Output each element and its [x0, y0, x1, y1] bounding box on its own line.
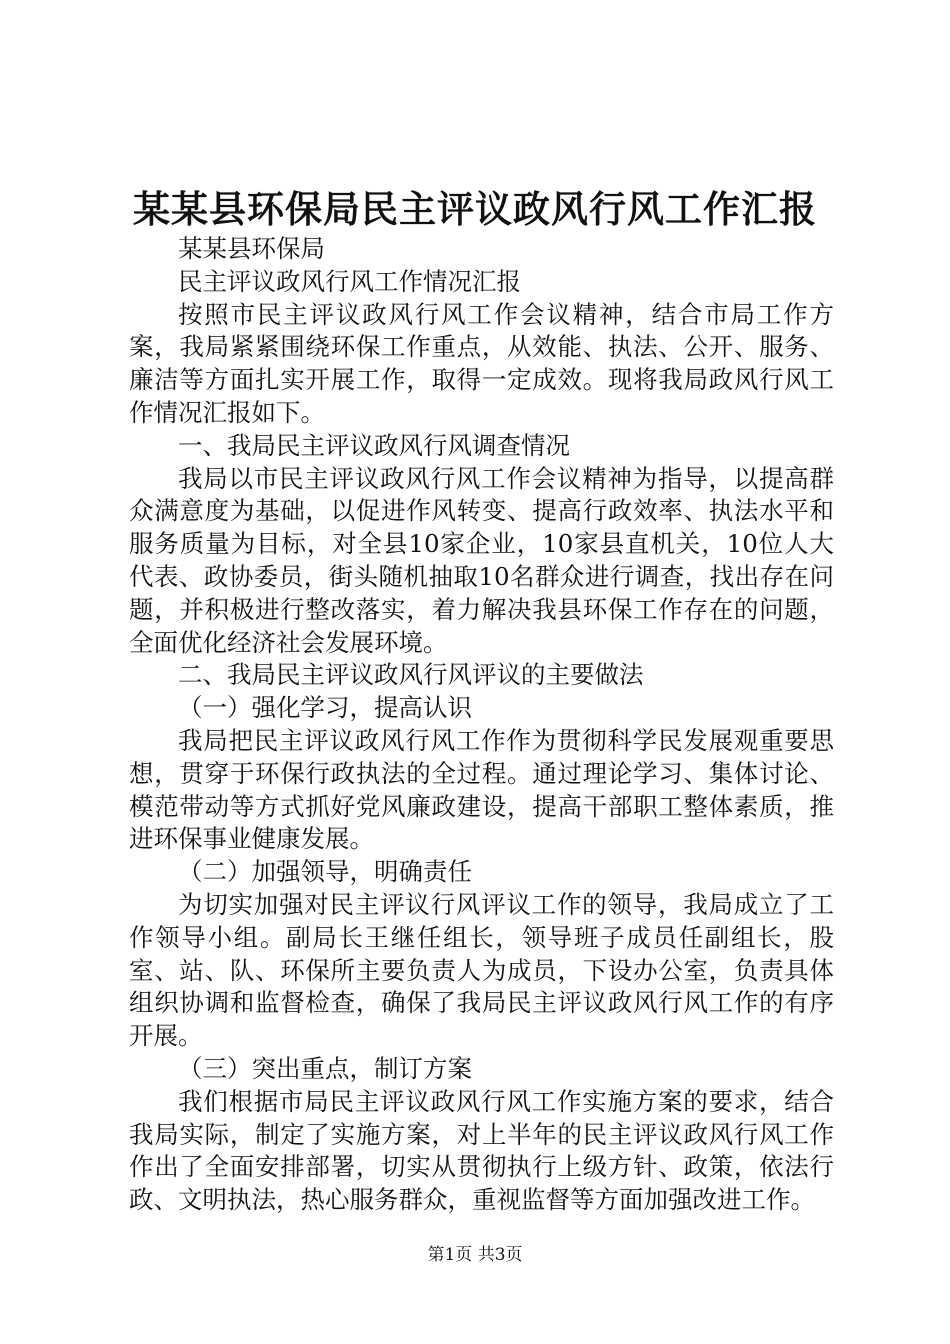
paragraph-subtitle: 民主评议政风行风工作情况汇报	[178, 266, 521, 296]
page-number: 第1页 共3页	[427, 1245, 523, 1265]
paragraph-plan: 我们根据市局民主评议政风行风工作实施方案的要求，结合我局实际，制定了实施方案，对上半年的民主评议政风行风工作作出了全面安排部署，切实从贯彻执行上级方针、政策，依法行政、文明执法，热心服务群众，重视监督等方面加强改进工作。	[129, 1086, 834, 1215]
document-title: 某某县环保局民主评议政风行风工作汇报	[133, 187, 817, 231]
subheading-1: （一）强化学习，提高认识	[178, 693, 472, 723]
paragraph-leadership: 为切实加强对民主评议行风评议工作的领导，我局成立了工作领导小组。副局长王继任组长，领导班子成员任副组长，股室、站、队、环保所主要负责人为成员，下设办公室，负责具体组织协调和监督检查，确保了我局民主评议政风行风工作的有序开展。	[129, 889, 834, 1051]
document-body	[129, 233, 834, 1217]
subheading-3: （三）突出重点，制订方案	[178, 1053, 472, 1083]
paragraph-intro: 按照市民主评议政风行风工作会议精神，结合市局工作方案，我局紧紧围绕环保工作重点，从效能、执法、公开、服务、廉洁等方面扎实开展工作，取得一定成效。现将我局政风行风工作情况汇报如下。	[129, 299, 834, 427]
subheading-2: （二）加强领导，明确责任	[178, 857, 472, 887]
paragraph-study: 我局把民主评议政风行风工作作为贯彻科学民发展观重要思想，贯穿于环保行政执法的全过程。通过理论学习、集体讨论、模范带动等方式抓好党风廉政建设，提高干部职工整体素质，推进环保事业健康发展。	[129, 725, 834, 854]
section-heading-2: 二、我局民主评议政风行风评议的主要做法	[178, 660, 644, 690]
paragraph-survey: 我局以市民主评议政风行风工作会议精神为指导，以提高群众满意度为基础，以促进作风转变、提高行政效率、执法水平和服务质量为目标，对全县10家企业，10家县直机关，10位人大代表、政协委员，街头随机抽取10名群众进行调查，找出存在问题，并积极进行整改落实，着力解决我县环保工作存在的问题，全面优化经济社会发展环境。	[129, 463, 834, 657]
paragraph-org: 某某县环保局	[178, 234, 325, 263]
section-heading-1: 一、我局民主评议政风行风调查情况	[178, 430, 570, 460]
